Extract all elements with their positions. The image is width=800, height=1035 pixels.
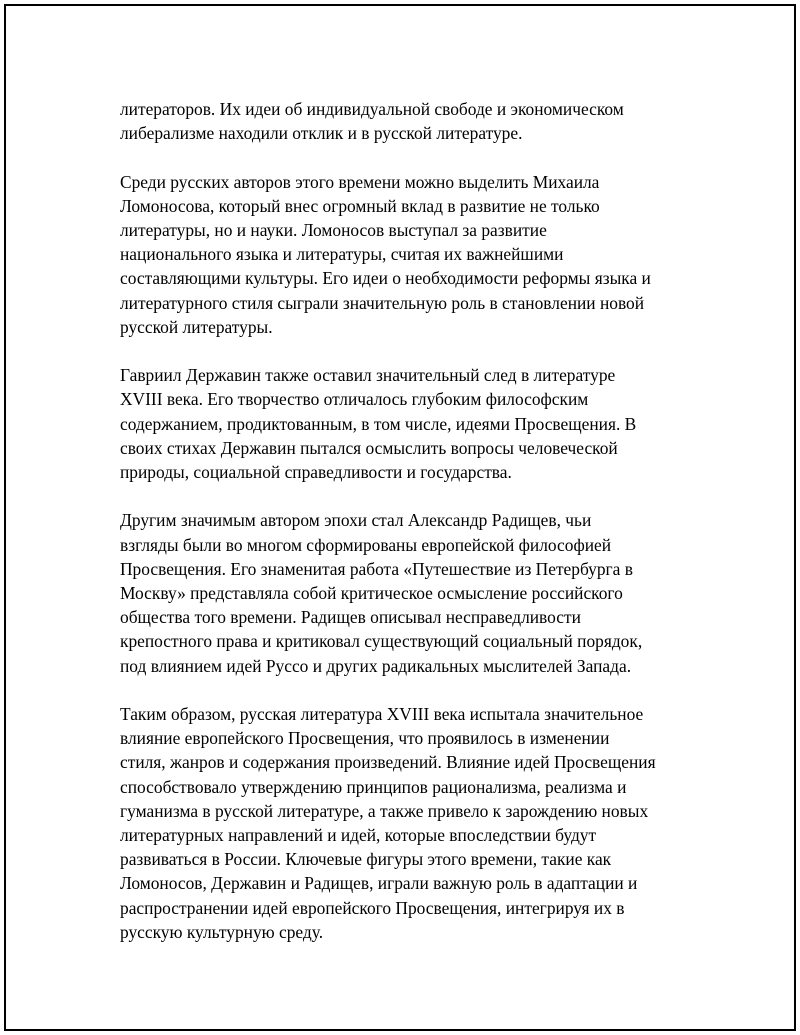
paragraph-1: литераторов. Их идеи об индивидуальной свободе и экономическом либерализме находили отклик и в русской литературе. <box>120 99 624 144</box>
paragraph-5: Таким образом, русская литература XVIII века испытала значительное влияние европейского Просвещения, что проявилось в изменении стиля, жанров и содержания произведений. Влияние идей Просвещения способствовало утверждению принципов рационализма, реализма и гуманизма в русской литературе, а также привело к зарождению новых литературных направлений и идей, которые впоследствии будут развиваться в России. Ключевые фигуры этого времени, такие как Ломоносов, Державин и Радищев, играли важную роль в адаптации и распространении идей европейского Просвещения, интегрируя их в русскую культурную среду. <box>120 704 656 942</box>
paragraph-2: Среди русских авторов этого времени можно выделить Михаила Ломоносова, который внес огромный вклад в развитие не только литературы, но и науки. Ломоносов выступал за развитие национального языка и литературы, считая их важнейшими составляющими культуры. Его идеи о необходимости реформы языка и литературного стиля сыграли значительную роль в становлении новой русской литературы. <box>120 171 651 337</box>
paragraph-4: Другим значимым автором эпохи стал Александр Радищев, чьи взгляды были во многом сформированы европейской философией Просвещения. Его знаменитая работа «Путешествие из Петербурга в Москву» представляла собой критическое осмысление российского общества того времени. Радищев описывал несправедливости крепостного права и критиковал существующий социальный порядок, под влиянием идей Руссо и других радикальных мыслителей Запада. <box>120 510 643 676</box>
paragraph-3: Гавриил Державин также оставил значительный след в литературе XVIII века. Его творчество отличалось глубоким философским содержанием, продиктованным, в том числе, идеями Просвещения. В своих стихах Державин пытался осмыслить вопросы человеческой природы, социальной справедливости и государства. <box>120 365 637 483</box>
document-page <box>4 4 796 1031</box>
document-body <box>120 97 700 968</box>
